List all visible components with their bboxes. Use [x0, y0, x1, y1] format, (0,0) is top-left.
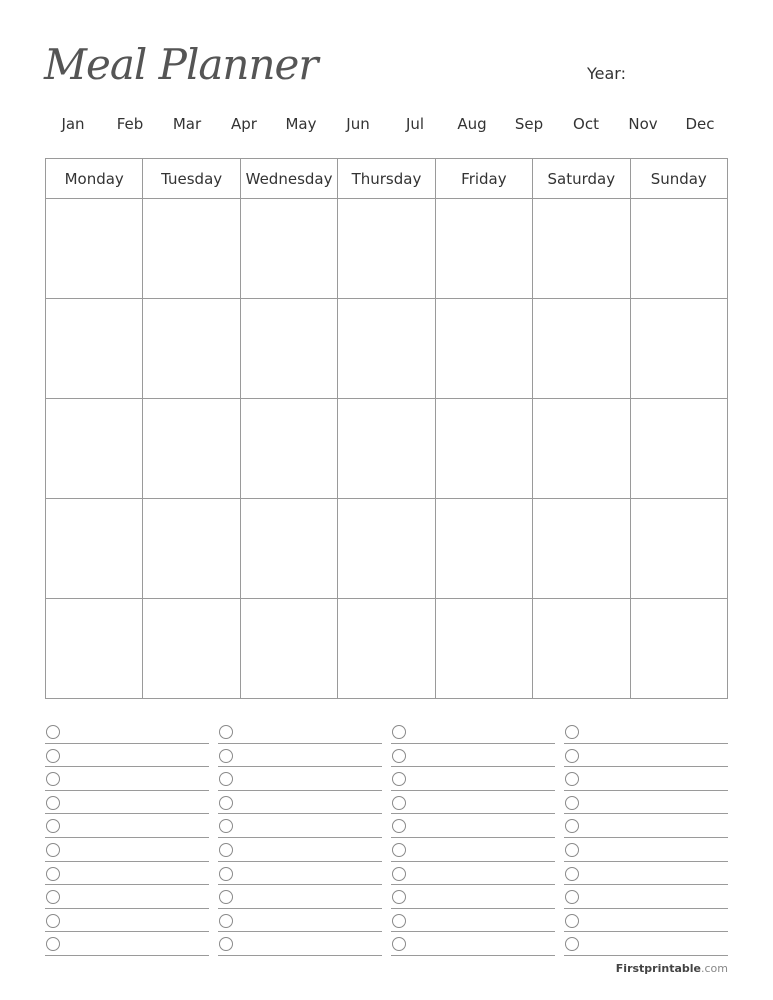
checkbox-circle[interactable] — [565, 725, 579, 739]
checklist-item — [45, 746, 209, 770]
checklist-item — [564, 769, 728, 793]
checklist-item — [391, 746, 555, 770]
checklist-item — [45, 840, 209, 864]
write-line[interactable] — [391, 884, 555, 885]
write-line[interactable] — [218, 884, 382, 885]
write-line[interactable] — [218, 931, 382, 932]
checklist-item — [391, 816, 555, 840]
meal-cell[interactable] — [533, 599, 630, 699]
checklist-area — [45, 722, 728, 960]
meal-cell[interactable] — [338, 199, 435, 299]
checkbox-circle[interactable] — [392, 772, 406, 786]
checkbox-circle[interactable] — [219, 937, 233, 951]
checkbox-circle[interactable] — [46, 914, 60, 928]
checkbox-circle[interactable] — [219, 772, 233, 786]
checkbox-circle[interactable] — [219, 725, 233, 739]
month-jun[interactable]: Jun — [346, 115, 370, 133]
checkbox-circle[interactable] — [392, 843, 406, 857]
month-jul[interactable]: Jul — [405, 115, 425, 133]
checkbox-circle[interactable] — [219, 890, 233, 904]
checkbox-circle[interactable] — [46, 937, 60, 951]
checklist-item — [391, 887, 555, 911]
meal-cell[interactable] — [435, 499, 532, 599]
weekday-header-friday: Friday — [435, 159, 532, 199]
meal-cell[interactable] — [46, 499, 143, 599]
write-line[interactable] — [391, 790, 555, 791]
meal-cell[interactable] — [46, 599, 143, 699]
checklist-item — [564, 840, 728, 864]
meal-cell[interactable] — [533, 199, 630, 299]
write-line[interactable] — [218, 955, 382, 956]
checkbox-circle[interactable] — [565, 937, 579, 951]
meal-cell[interactable] — [240, 199, 337, 299]
checklist-column — [564, 722, 728, 958]
weekday-header-wednesday: Wednesday — [240, 159, 337, 199]
meal-cell[interactable] — [435, 399, 532, 499]
month-sep[interactable]: Sep — [514, 115, 544, 133]
write-line[interactable] — [564, 955, 728, 956]
weekday-header-thursday: Thursday — [338, 159, 435, 199]
write-line[interactable] — [218, 861, 382, 862]
meal-row — [46, 199, 728, 299]
weekday-header-saturday: Saturday — [533, 159, 630, 199]
meal-cell[interactable] — [630, 199, 727, 299]
footer-brand-name: Firstprintable — [615, 962, 701, 975]
write-line[interactable] — [564, 908, 728, 909]
month-jan[interactable]: Jan — [61, 115, 85, 133]
write-line[interactable] — [391, 743, 555, 744]
month-apr[interactable]: Apr — [231, 115, 257, 133]
checkbox-circle[interactable] — [219, 914, 233, 928]
meal-cell[interactable] — [630, 399, 727, 499]
month-aug[interactable]: Aug — [457, 115, 487, 133]
weekday-header-row — [46, 159, 728, 199]
checkbox-circle[interactable] — [565, 843, 579, 857]
checkbox-circle[interactable] — [565, 890, 579, 904]
write-line[interactable] — [45, 884, 209, 885]
write-line[interactable] — [391, 837, 555, 838]
meal-cell[interactable] — [338, 299, 435, 399]
checkbox-circle[interactable] — [219, 796, 233, 810]
meal-cell[interactable] — [338, 399, 435, 499]
checkbox-circle[interactable] — [46, 867, 60, 881]
checklist-item — [45, 934, 209, 958]
checklist-column — [45, 722, 209, 958]
checkbox-circle[interactable] — [219, 867, 233, 881]
month-oct[interactable]: Oct — [573, 115, 599, 133]
checkbox-circle[interactable] — [565, 914, 579, 928]
write-line[interactable] — [218, 813, 382, 814]
checklist-item — [564, 911, 728, 935]
write-line[interactable] — [45, 837, 209, 838]
checklist-item — [218, 887, 382, 911]
checkbox-circle[interactable] — [46, 749, 60, 763]
weekday-header-monday: Monday — [46, 159, 143, 199]
checklist-item — [45, 816, 209, 840]
meal-cell[interactable] — [533, 299, 630, 399]
checklist-item — [564, 887, 728, 911]
meal-cell[interactable] — [240, 599, 337, 699]
weekday-header-sunday: Sunday — [630, 159, 727, 199]
meal-cell[interactable] — [46, 199, 143, 299]
checklist-column — [391, 722, 555, 958]
write-line[interactable] — [391, 931, 555, 932]
checkbox-circle[interactable] — [46, 890, 60, 904]
meal-cell[interactable] — [630, 499, 727, 599]
checkbox-circle[interactable] — [219, 819, 233, 833]
write-line[interactable] — [391, 955, 555, 956]
checkbox-circle[interactable] — [392, 796, 406, 810]
checklist-item — [45, 769, 209, 793]
meal-cell[interactable] — [630, 599, 727, 699]
meal-cell[interactable] — [435, 299, 532, 399]
checkbox-circle[interactable] — [392, 819, 406, 833]
checklist-item — [564, 746, 728, 770]
checkbox-circle[interactable] — [219, 843, 233, 857]
checkbox-circle[interactable] — [46, 725, 60, 739]
meal-cell[interactable] — [240, 299, 337, 399]
meal-cell[interactable] — [338, 599, 435, 699]
write-line[interactable] — [564, 837, 728, 838]
checkbox-circle[interactable] — [392, 749, 406, 763]
checkbox-circle[interactable] — [392, 937, 406, 951]
page-title: Meal Planner — [44, 40, 318, 89]
write-line[interactable] — [564, 884, 728, 885]
checkbox-circle[interactable] — [565, 867, 579, 881]
write-line[interactable] — [218, 908, 382, 909]
checkbox-circle[interactable] — [392, 890, 406, 904]
meal-cell[interactable] — [46, 399, 143, 499]
meal-cell[interactable] — [435, 199, 532, 299]
meal-cell[interactable] — [435, 599, 532, 699]
write-line[interactable] — [218, 766, 382, 767]
meal-row — [46, 599, 728, 699]
month-dec[interactable]: Dec — [685, 115, 715, 133]
checklist-item — [391, 934, 555, 958]
meal-cell[interactable] — [143, 399, 240, 499]
meal-row — [46, 399, 728, 499]
checkbox-circle[interactable] — [46, 843, 60, 857]
footer-brand — [616, 962, 728, 975]
checkbox-circle[interactable] — [392, 867, 406, 881]
checklist-item — [391, 911, 555, 935]
meal-cell[interactable] — [533, 499, 630, 599]
meal-cell[interactable] — [533, 399, 630, 499]
checklist-item — [45, 864, 209, 888]
checkbox-circle[interactable] — [392, 914, 406, 928]
checklist-item — [391, 793, 555, 817]
checklist-item — [391, 722, 555, 746]
month-selector — [45, 115, 728, 137]
checkbox-circle[interactable] — [46, 772, 60, 786]
checklist-item — [218, 746, 382, 770]
checklist-item — [218, 911, 382, 935]
write-line[interactable] — [391, 908, 555, 909]
meal-cell[interactable] — [46, 299, 143, 399]
write-line[interactable] — [391, 813, 555, 814]
write-line[interactable] — [45, 955, 209, 956]
year-label: Year: — [587, 64, 626, 83]
checklist-item — [564, 722, 728, 746]
checklist-item — [218, 793, 382, 817]
checkbox-circle[interactable] — [565, 796, 579, 810]
checkbox-circle[interactable] — [392, 725, 406, 739]
month-feb[interactable]: Feb — [116, 115, 144, 133]
write-line[interactable] — [45, 743, 209, 744]
checkbox-circle[interactable] — [565, 749, 579, 763]
checklist-item — [218, 840, 382, 864]
meal-row — [46, 499, 728, 599]
meal-cell[interactable] — [338, 499, 435, 599]
checklist-item — [218, 769, 382, 793]
weekday-header-tuesday: Tuesday — [143, 159, 240, 199]
checklist-item — [45, 793, 209, 817]
checkbox-circle[interactable] — [565, 819, 579, 833]
meal-cell[interactable] — [143, 599, 240, 699]
checklist-item — [564, 934, 728, 958]
write-line[interactable] — [45, 931, 209, 932]
checklist-item — [391, 840, 555, 864]
write-line[interactable] — [564, 931, 728, 932]
write-line[interactable] — [45, 766, 209, 767]
write-line[interactable] — [45, 908, 209, 909]
meal-row — [46, 299, 728, 399]
checklist-item — [564, 816, 728, 840]
checkbox-circle[interactable] — [219, 749, 233, 763]
checklist-item — [391, 864, 555, 888]
checklist-item — [218, 722, 382, 746]
checklist-item — [45, 887, 209, 911]
checklist-item — [45, 722, 209, 746]
month-mar[interactable]: Mar — [172, 115, 202, 133]
checklist-item — [391, 769, 555, 793]
meal-cell[interactable] — [143, 199, 240, 299]
checklist-item — [218, 934, 382, 958]
meal-cell[interactable] — [240, 399, 337, 499]
write-line[interactable] — [218, 743, 382, 744]
write-line[interactable] — [218, 837, 382, 838]
write-line[interactable] — [564, 813, 728, 814]
checklist-item — [218, 864, 382, 888]
write-line[interactable] — [391, 861, 555, 862]
meal-cell[interactable] — [143, 299, 240, 399]
meal-cell[interactable] — [240, 499, 337, 599]
meal-cell[interactable] — [143, 499, 240, 599]
month-nov[interactable]: Nov — [628, 115, 658, 133]
checkbox-circle[interactable] — [46, 819, 60, 833]
checklist-column — [218, 722, 382, 958]
footer-brand-tld: .com — [701, 962, 728, 975]
write-line[interactable] — [45, 813, 209, 814]
checklist-item — [564, 793, 728, 817]
write-line[interactable] — [45, 861, 209, 862]
write-line[interactable] — [564, 790, 728, 791]
write-line[interactable] — [564, 743, 728, 744]
write-line[interactable] — [391, 766, 555, 767]
meal-cell[interactable] — [630, 299, 727, 399]
month-may[interactable]: May — [285, 115, 317, 133]
checkbox-circle[interactable] — [46, 796, 60, 810]
checkbox-circle[interactable] — [565, 772, 579, 786]
write-line[interactable] — [564, 766, 728, 767]
write-line[interactable] — [218, 790, 382, 791]
checklist-item — [45, 911, 209, 935]
meal-grid — [45, 158, 728, 699]
checklist-item — [564, 864, 728, 888]
checklist-item — [218, 816, 382, 840]
write-line[interactable] — [564, 861, 728, 862]
write-line[interactable] — [45, 790, 209, 791]
